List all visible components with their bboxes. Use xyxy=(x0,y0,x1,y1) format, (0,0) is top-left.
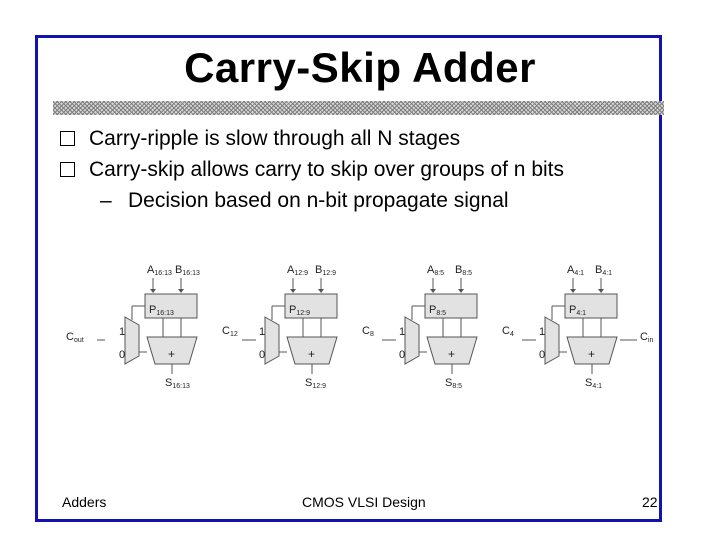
skip-mux xyxy=(405,317,419,364)
carry-label: Cout xyxy=(66,331,84,344)
skip-mux xyxy=(265,317,279,364)
adder-plus-label: + xyxy=(168,347,176,361)
adder-plus-label: + xyxy=(588,347,596,361)
footer-left: Adders xyxy=(62,494,107,510)
a-input-label: A8:5 xyxy=(427,264,445,277)
arrow-icon xyxy=(150,289,156,293)
carry-label: Cin xyxy=(640,331,654,344)
propagate-label: P12:9 xyxy=(289,304,310,317)
arrow-icon xyxy=(570,289,576,293)
adder-plus-label: + xyxy=(448,347,456,361)
a-input-label: A12:9 xyxy=(287,264,308,277)
carry-label: C8 xyxy=(362,325,374,338)
arrow-icon xyxy=(458,289,464,293)
sub-bullet-text: Decision based on n-bit propagate signal xyxy=(128,189,509,212)
arrow-icon xyxy=(430,289,436,293)
footer-center: CMOS VLSI Design xyxy=(302,494,426,510)
propagate-label: P8:5 xyxy=(429,304,447,317)
arrow-icon xyxy=(290,289,296,293)
b-input-label: B4:1 xyxy=(595,264,613,277)
sum-output-label: S4:1 xyxy=(585,377,603,390)
mux-input-1-label: 1 xyxy=(399,326,406,338)
skip-mux xyxy=(545,317,559,364)
b-input-label: B12:9 xyxy=(315,264,336,277)
a-input-label: A16:13 xyxy=(147,264,172,277)
arrow-icon xyxy=(598,289,604,293)
mux-input-1-label: 1 xyxy=(119,326,126,338)
arrow-icon xyxy=(318,289,324,293)
mux-input-0-label: 0 xyxy=(119,349,126,361)
page-number: 22 xyxy=(642,494,658,510)
propagate-label: P4:1 xyxy=(569,304,587,317)
propagate-label: P16:13 xyxy=(149,304,174,317)
sum-output-label: S16:13 xyxy=(165,377,190,390)
mux-input-1-label: 1 xyxy=(259,326,266,338)
arrow-icon xyxy=(178,289,184,293)
mux-input-0-label: 0 xyxy=(539,349,546,361)
bullet-text: Carry-skip allows carry to skip over groups of n bits xyxy=(89,158,564,181)
a-input-label: A4:1 xyxy=(567,264,585,277)
sum-output-label: S8:5 xyxy=(445,377,463,390)
slide-title: Carry-Skip Adder xyxy=(184,44,536,91)
b-input-label: B16:13 xyxy=(175,264,200,277)
carry-label: C4 xyxy=(502,325,514,338)
skip-mux xyxy=(125,317,139,364)
adder-plus-label: + xyxy=(308,347,316,361)
sum-output-label: S12:9 xyxy=(305,377,326,390)
mux-input-0-label: 0 xyxy=(259,349,266,361)
b-input-label: B8:5 xyxy=(455,264,473,277)
dash-marker: – xyxy=(100,189,112,212)
carry-label: C12 xyxy=(222,325,238,338)
bullet-text: Carry-ripple is slow through all N stages xyxy=(89,127,461,150)
mux-input-0-label: 0 xyxy=(399,349,406,361)
mux-input-1-label: 1 xyxy=(539,326,546,338)
